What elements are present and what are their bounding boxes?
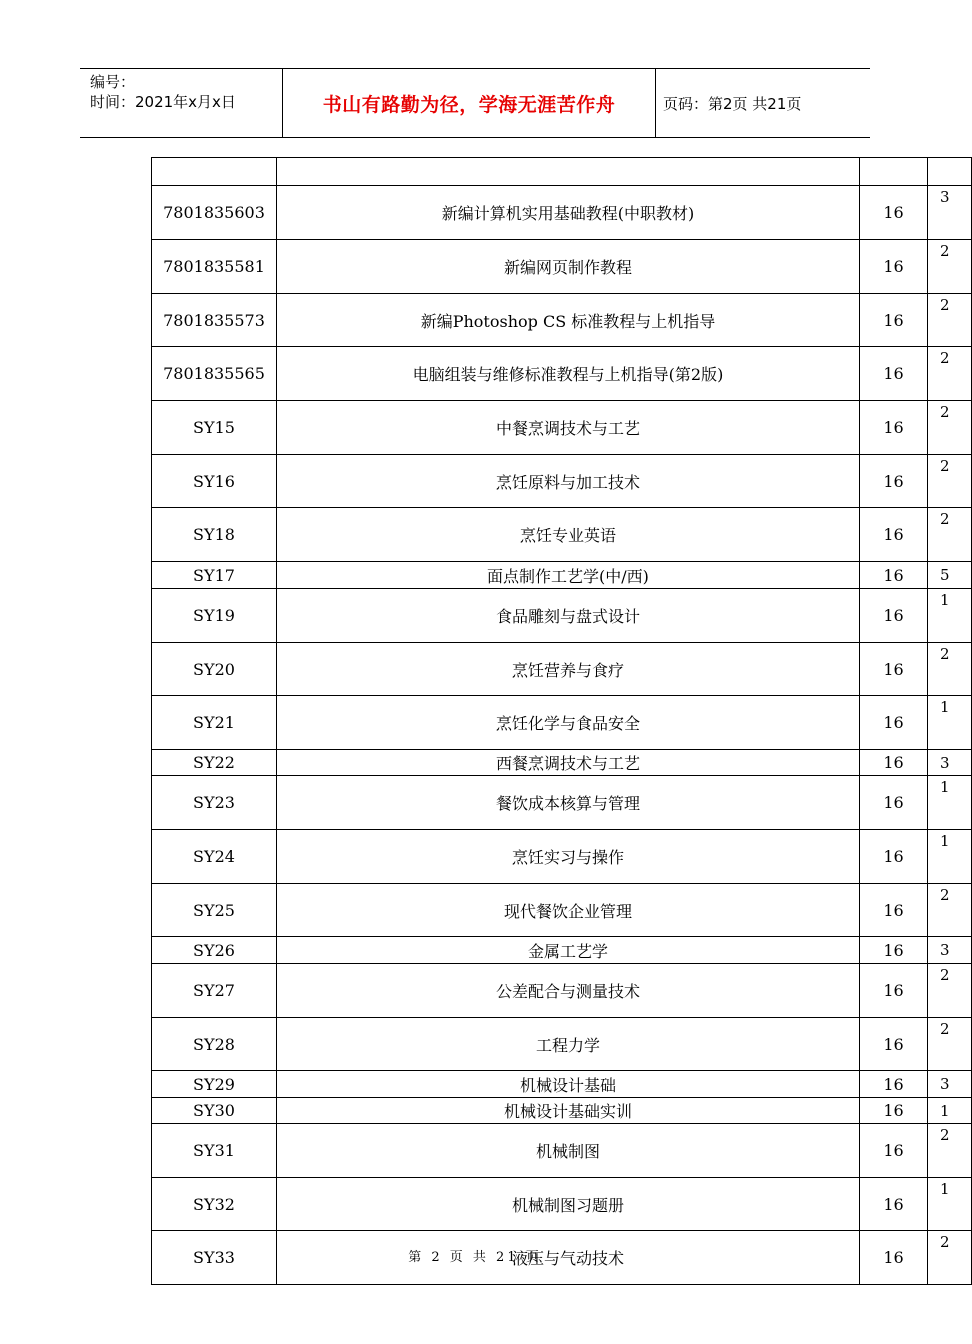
extra-cell: 1 [928, 776, 972, 830]
table-row [152, 830, 972, 884]
extra-cell: 3 [928, 1071, 972, 1098]
extra-cell: 2 [928, 964, 972, 1018]
extra-cell: 2 [928, 1018, 972, 1071]
code-cell: SY17 [152, 562, 277, 589]
number-label: 编号： [90, 73, 136, 91]
table-row [152, 508, 972, 562]
code-cell: SY33 [152, 1231, 277, 1285]
title-cell: 现代餐饮企业管理 [277, 884, 860, 937]
extra-cell: 1 [928, 589, 972, 643]
qty-cell: 16 [860, 750, 928, 776]
qty-cell: 16 [860, 240, 928, 294]
title-cell: 液压与气动技术 [277, 1231, 860, 1285]
title-cell: 烹饪原料与加工技术 [277, 455, 860, 508]
table-row [152, 750, 972, 776]
table-row [152, 1124, 972, 1178]
table-row [152, 964, 972, 1018]
title-cell: 新编Photoshop CS 标准教程与上机指导 [277, 294, 860, 347]
qty-cell: 16 [860, 1071, 928, 1098]
code-cell: SY21 [152, 696, 277, 750]
qty-cell: 16 [860, 1178, 928, 1231]
qty-cell: 16 [860, 401, 928, 455]
qty-cell: 16 [860, 508, 928, 562]
code-cell: 7801835573 [152, 294, 277, 347]
title-cell: 机械制图 [277, 1124, 860, 1178]
qty-cell: 16 [860, 347, 928, 401]
code-cell: SY29 [152, 1071, 277, 1098]
code-cell [152, 158, 277, 186]
code-cell: SY20 [152, 643, 277, 696]
code-cell: SY15 [152, 401, 277, 455]
code-cell: SY16 [152, 455, 277, 508]
extra-cell: 2 [928, 508, 972, 562]
qty-cell: 16 [860, 696, 928, 750]
table-row [152, 401, 972, 455]
code-cell: SY24 [152, 830, 277, 884]
code-cell: SY31 [152, 1124, 277, 1178]
code-cell: SY22 [152, 750, 277, 776]
page-footer: 第 2 页 共 21 页 [408, 1250, 542, 1265]
qty-cell: 16 [860, 964, 928, 1018]
table-row [152, 589, 972, 643]
qty-cell: 16 [860, 455, 928, 508]
book-table [151, 157, 972, 1285]
table-row [152, 455, 972, 508]
qty-cell: 16 [860, 562, 928, 589]
extra-cell: 2 [928, 294, 972, 347]
qty-cell: 16 [860, 1124, 928, 1178]
title-cell: 金属工艺学 [277, 937, 860, 964]
motto-text: 书山有路勤为径，学海无涯苦作舟 [322, 93, 616, 116]
title-cell: 烹饪营养与食疗 [277, 643, 860, 696]
code-cell: SY18 [152, 508, 277, 562]
extra-cell: 2 [928, 643, 972, 696]
title-cell: 新编计算机实用基础教程(中职教材) [277, 186, 860, 240]
qty-cell: 16 [860, 1231, 928, 1285]
table-row [152, 186, 972, 240]
title-cell: 烹饪专业英语 [277, 508, 860, 562]
table-row [152, 240, 972, 294]
table-row [152, 937, 972, 964]
extra-cell: 2 [928, 347, 972, 401]
table-row [152, 347, 972, 401]
code-cell: SY19 [152, 589, 277, 643]
extra-cell: 1 [928, 830, 972, 884]
title-cell: 餐饮成本核算与管理 [277, 776, 860, 830]
qty-cell: 16 [860, 643, 928, 696]
title-cell: 面点制作工艺学(中/西) [277, 562, 860, 589]
table-row [152, 884, 972, 937]
table-row [152, 696, 972, 750]
table-row [152, 1018, 972, 1071]
code-cell: SY23 [152, 776, 277, 830]
book-table-body [152, 158, 972, 1285]
table-row [152, 1098, 972, 1124]
extra-cell: 2 [928, 455, 972, 508]
title-cell: 新编网页制作教程 [277, 240, 860, 294]
title-cell: 烹饪实习与操作 [277, 830, 860, 884]
title-cell: 工程力学 [277, 1018, 860, 1071]
qty-cell: 16 [860, 1018, 928, 1071]
qty-cell: 16 [860, 830, 928, 884]
title-cell: 机械设计基础 [277, 1071, 860, 1098]
title-cell: 烹饪化学与食品安全 [277, 696, 860, 750]
table-row [152, 294, 972, 347]
title-cell [277, 158, 860, 186]
extra-cell: 2 [928, 1124, 972, 1178]
title-cell: 西餐烹调技术与工艺 [277, 750, 860, 776]
code-cell: SY27 [152, 964, 277, 1018]
qty-cell: 16 [860, 186, 928, 240]
extra-cell: 1 [928, 1178, 972, 1231]
code-cell: SY26 [152, 937, 277, 964]
qty-cell: 16 [860, 776, 928, 830]
extra-cell [928, 158, 972, 186]
table-row [152, 158, 972, 186]
title-cell: 机械设计基础实训 [277, 1098, 860, 1124]
page-header [80, 68, 870, 138]
table-row [152, 776, 972, 830]
extra-cell: 1 [928, 1098, 972, 1124]
code-cell: SY25 [152, 884, 277, 937]
table-row [152, 562, 972, 589]
code-cell: 7801835581 [152, 240, 277, 294]
table-row [152, 1178, 972, 1231]
extra-cell: 3 [928, 937, 972, 964]
code-cell: SY28 [152, 1018, 277, 1071]
extra-cell: 2 [928, 884, 972, 937]
title-cell: 电脑组装与维修标准教程与上机指导(第2版) [277, 347, 860, 401]
extra-cell: 1 [928, 696, 972, 750]
extra-cell: 3 [928, 186, 972, 240]
extra-cell: 2 [928, 1231, 972, 1285]
code-cell: SY32 [152, 1178, 277, 1231]
header-motto-cell [282, 69, 656, 137]
date-label: 时间：2021年x月x日 [90, 93, 236, 111]
code-cell: SY30 [152, 1098, 277, 1124]
code-cell: 7801835565 [152, 347, 277, 401]
header-page-info: 页码：第2页 共21页 [663, 94, 802, 113]
code-cell: 7801835603 [152, 186, 277, 240]
qty-cell: 16 [860, 937, 928, 964]
qty-cell [860, 158, 928, 186]
title-cell: 机械制图习题册 [277, 1178, 860, 1231]
header-meta [80, 69, 282, 140]
qty-cell: 16 [860, 294, 928, 347]
title-cell: 中餐烹调技术与工艺 [277, 401, 860, 455]
title-cell: 公差配合与测量技术 [277, 964, 860, 1018]
extra-cell: 3 [928, 750, 972, 776]
table-row [152, 1071, 972, 1098]
extra-cell: 2 [928, 401, 972, 455]
title-cell: 食品雕刻与盘式设计 [277, 589, 860, 643]
extra-cell: 5 [928, 562, 972, 589]
qty-cell: 16 [860, 589, 928, 643]
extra-cell: 2 [928, 240, 972, 294]
qty-cell: 16 [860, 884, 928, 937]
table-row [152, 643, 972, 696]
qty-cell: 16 [860, 1098, 928, 1124]
